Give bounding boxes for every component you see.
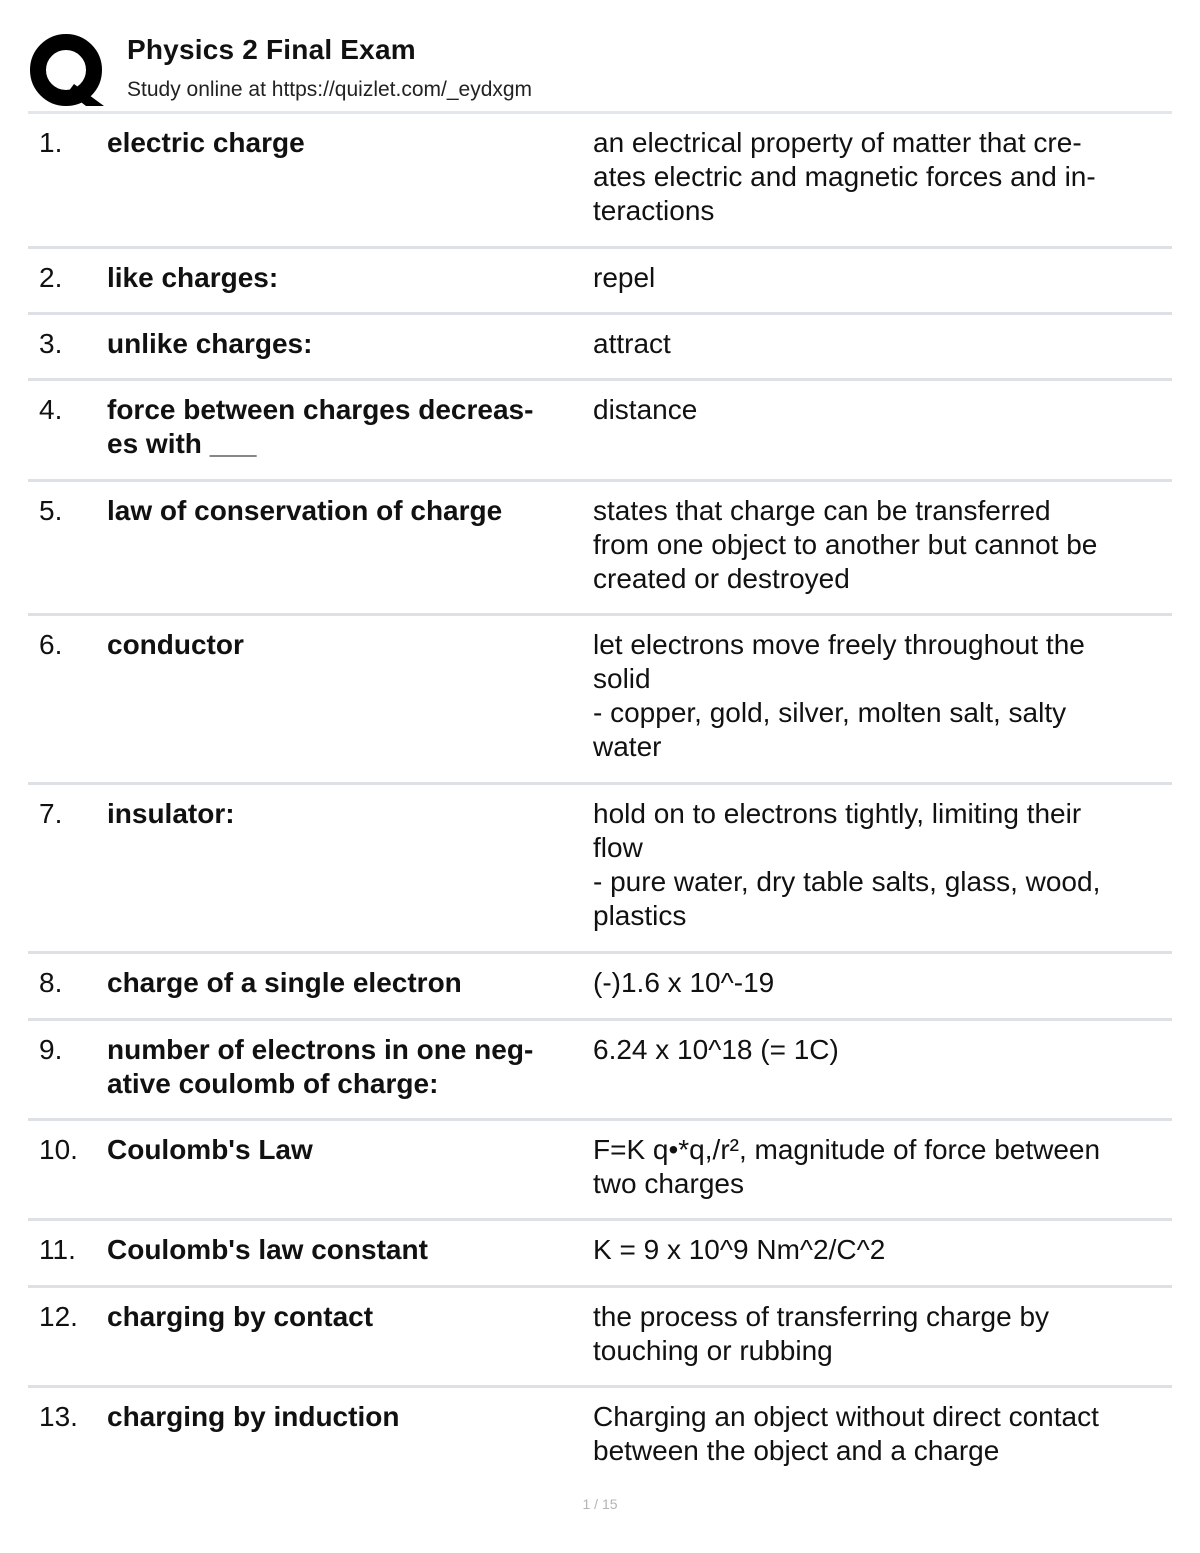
card-definition: attract	[593, 328, 671, 359]
card-number: 7.	[39, 798, 63, 829]
card-term: charging by contact	[107, 1301, 374, 1332]
card-term: charge of a single electron	[107, 967, 462, 998]
card-definition: an electrical property of matter that cre- ates electric and magnetic forces and in- teractions	[593, 127, 1096, 226]
card-number: 5.	[39, 495, 63, 526]
card-definition: K = 9 x 10^9 Nm^2/C^2	[593, 1234, 886, 1265]
page-header	[28, 30, 1172, 110]
card-definition: F=K q•*q,/r², magnitude of force between two charges	[593, 1134, 1101, 1199]
card-number: 4.	[39, 394, 63, 425]
card-definition: repel	[593, 262, 656, 293]
card-number: 11.	[39, 1234, 76, 1265]
card-definition: hold on to electrons tightly, limiting their flow - pure water, dry table salts, glass, wood, plastics	[593, 798, 1101, 931]
flashcard-row	[28, 482, 1172, 616]
card-definition: the process of transferring charge by touching or rubbing	[593, 1301, 1050, 1366]
card-term: force between charges decreas- es with ___	[107, 394, 534, 459]
card-number: 12.	[39, 1301, 78, 1332]
card-definition: let electrons move freely throughout the solid - copper, gold, silver, molten salt, salty water	[593, 629, 1085, 762]
flashcard-row	[28, 1388, 1172, 1478]
card-term: conductor	[107, 629, 244, 660]
card-term: Coulomb's Law	[107, 1134, 313, 1165]
card-term: charging by induction	[107, 1401, 400, 1432]
card-number: 10.	[39, 1134, 78, 1165]
card-definition: 6.24 x 10^18 (= 1C)	[593, 1034, 839, 1065]
card-term: insulator:	[107, 798, 235, 829]
card-definition: distance	[593, 394, 698, 425]
flashcard-row	[28, 1121, 1172, 1221]
flashcard-row	[28, 315, 1172, 381]
quizlet-logo-icon	[30, 32, 108, 108]
card-term: like charges:	[107, 262, 279, 293]
card-number: 3.	[39, 328, 63, 359]
card-term: law of conservation of charge	[107, 495, 503, 526]
card-number: 8.	[39, 967, 63, 998]
card-definition: Charging an object without direct contact between the object and a charge	[593, 1401, 1099, 1466]
flashcard-row	[28, 616, 1172, 785]
flashcard-row	[28, 954, 1172, 1021]
card-number: 6.	[39, 629, 63, 660]
card-number: 9.	[39, 1034, 63, 1065]
flashcard-row	[28, 1288, 1172, 1388]
card-number: 1.	[39, 127, 63, 158]
card-definition: (-)1.6 x 10^-19	[593, 967, 775, 998]
flashcard-row	[28, 785, 1172, 954]
flashcard-row	[28, 381, 1172, 482]
card-term: number of electrons in one neg- ative coulomb of charge:	[107, 1034, 534, 1099]
card-term: unlike charges:	[107, 328, 313, 359]
card-term: electric charge	[107, 127, 305, 158]
flashcard-row	[28, 1221, 1172, 1288]
page-number: 1 / 15	[582, 1496, 618, 1512]
study-link[interactable]: Study online at https://quizlet.com/_eydxgm	[127, 78, 533, 101]
flashcard-row	[28, 114, 1172, 249]
card-number: 2.	[39, 262, 63, 293]
card-definition: states that charge can be transferred from one object to another but cannot be created or destroyed	[593, 495, 1098, 594]
card-number: 13.	[39, 1401, 78, 1432]
card-term: Coulomb's law constant	[107, 1234, 428, 1265]
page-title: Physics 2 Final Exam	[127, 34, 416, 65]
flashcard-row	[28, 249, 1172, 315]
flashcard-row	[28, 1021, 1172, 1121]
